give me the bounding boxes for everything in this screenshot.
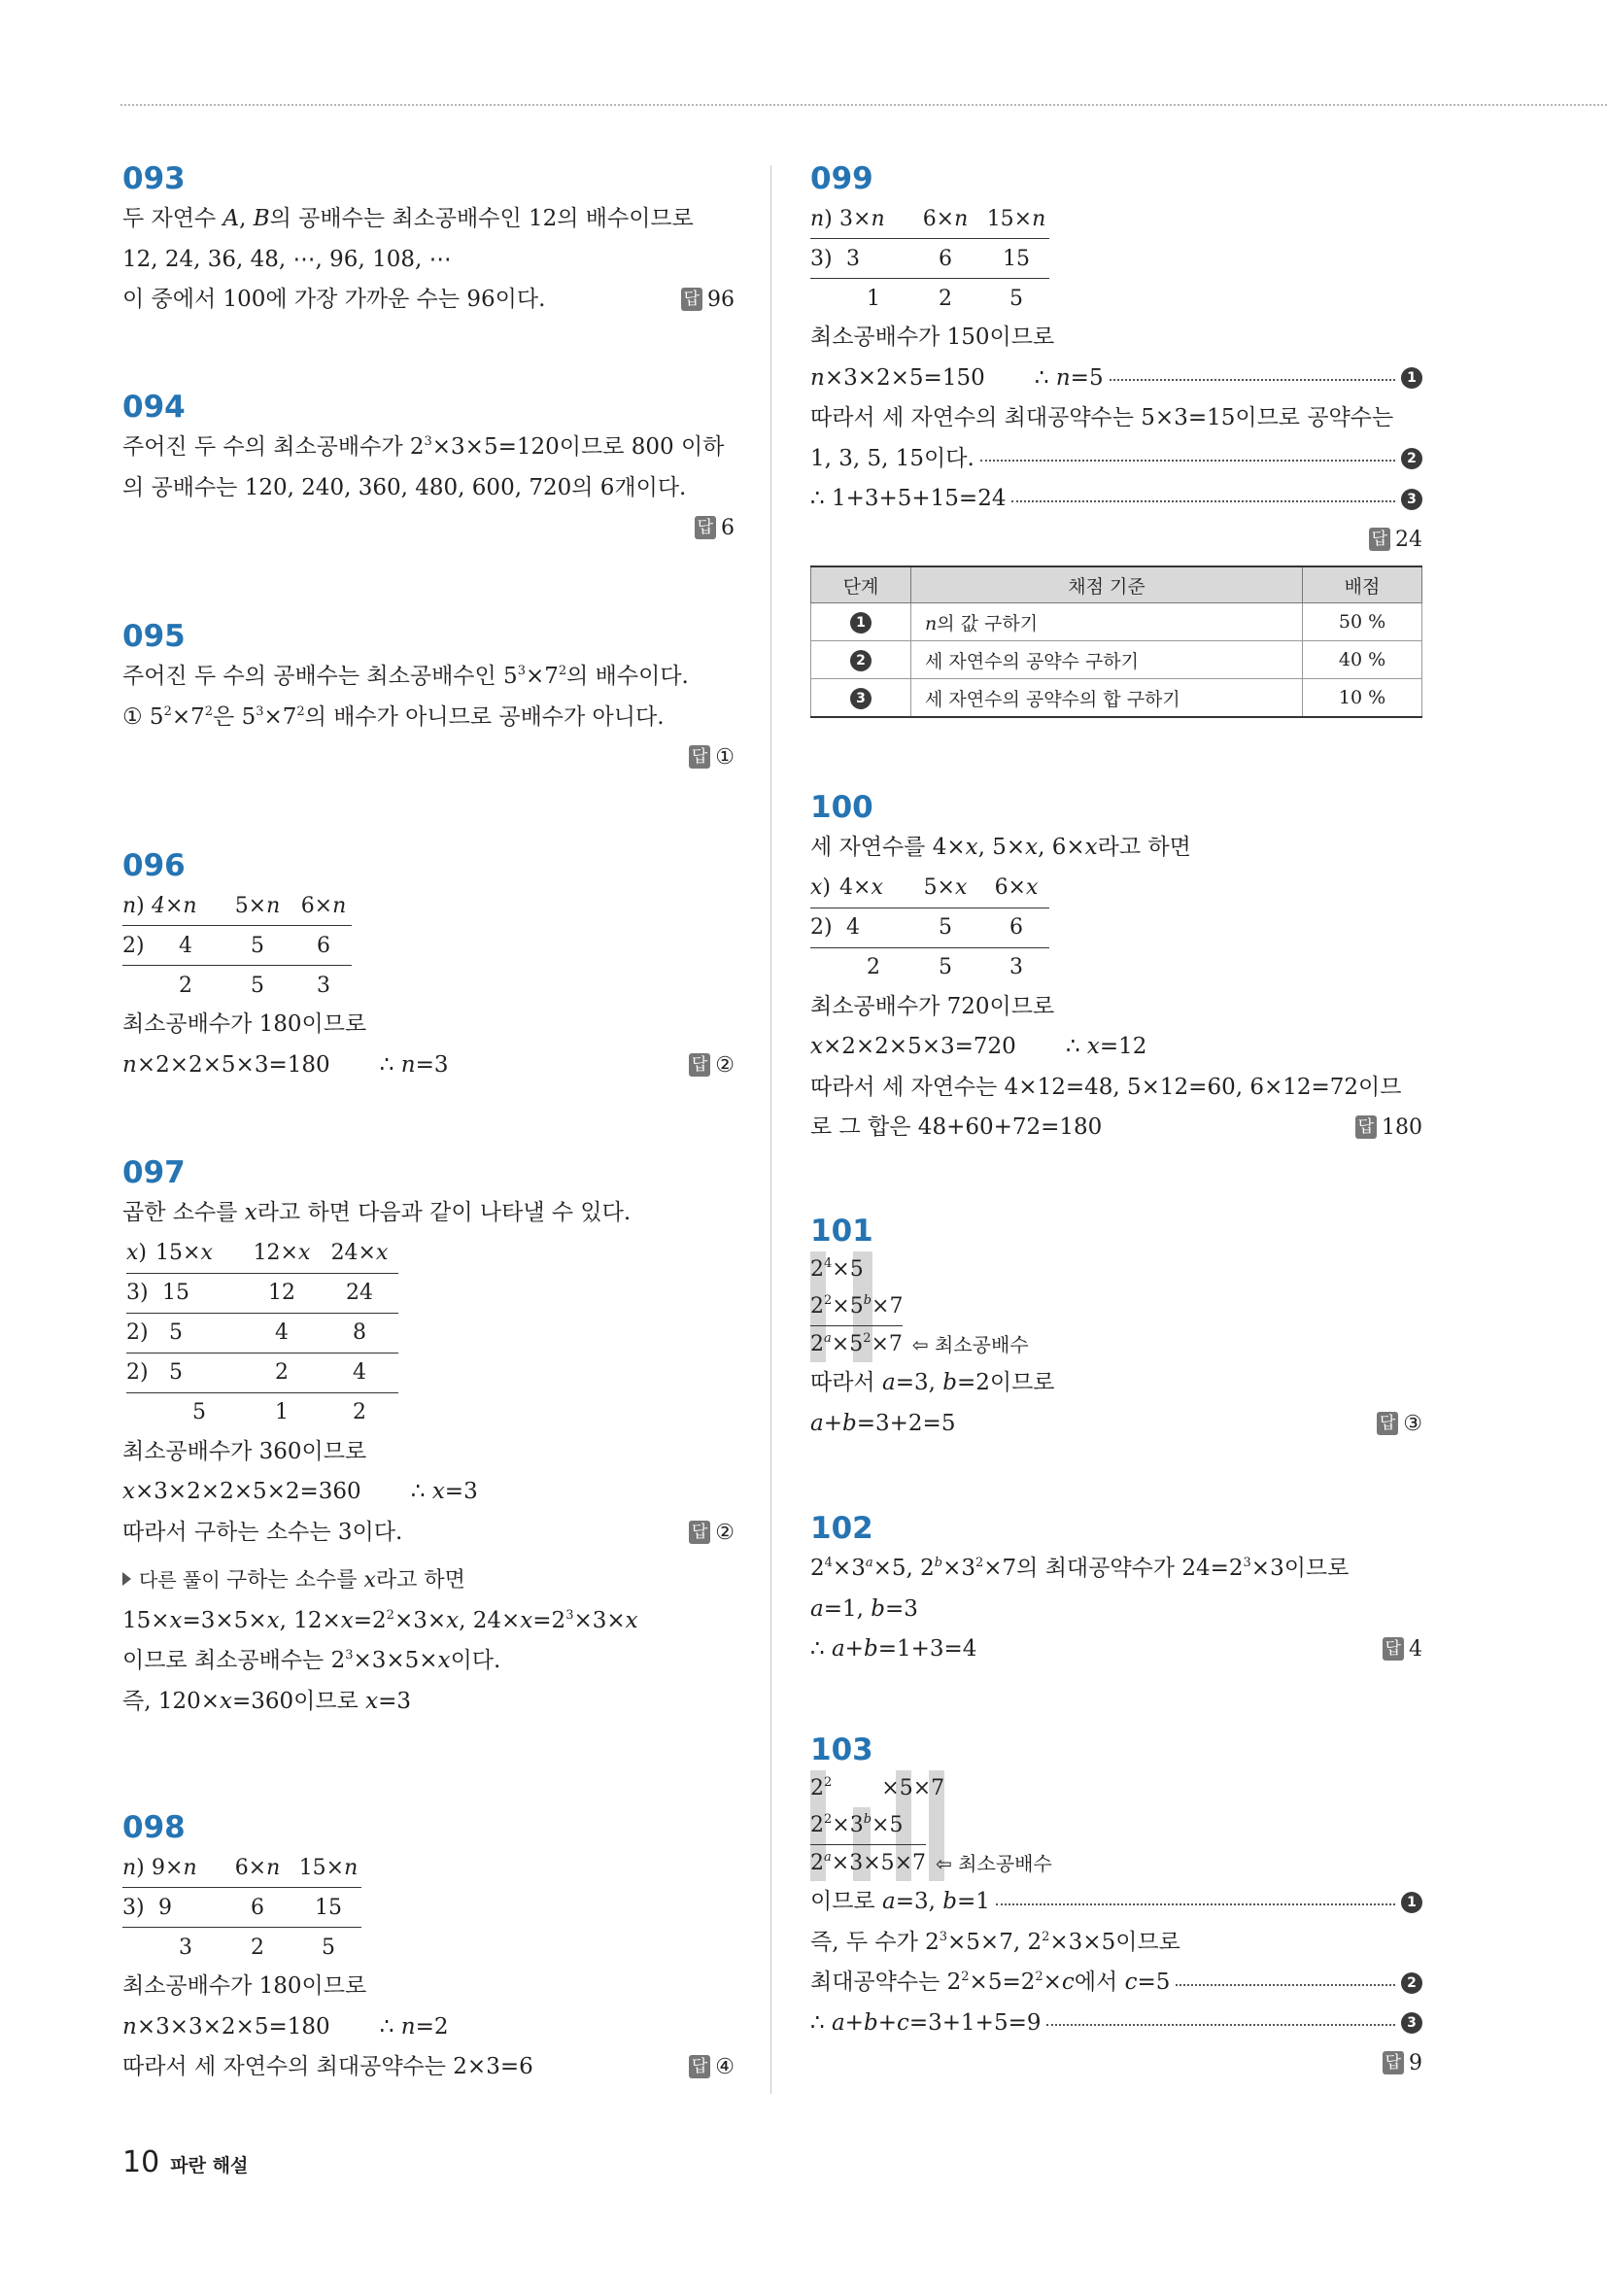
solution-line: 따라서 세 자연수의 최대공약수는 5×3=15이므로 공약수는 xyxy=(810,405,1394,430)
score-cell: 50 % xyxy=(1303,603,1422,641)
answer: 답 24 xyxy=(810,520,1422,561)
solution-line: ∴ a+b=1+3=4 답 4 xyxy=(810,1629,1422,1670)
problem-098 xyxy=(122,1809,735,2088)
page-label: 파란 해설 xyxy=(170,2155,249,2176)
problem-number: 099 xyxy=(810,161,873,196)
score-cell: 10 % xyxy=(1303,679,1422,718)
top-dotted-rule xyxy=(120,104,1607,106)
step-marker: 2 xyxy=(1401,1972,1422,1994)
answer-badge: 답 xyxy=(689,2055,710,2078)
problem-096 xyxy=(122,847,735,1085)
solution-line: 최소공배수가 180이므로 xyxy=(122,1011,367,1037)
column-divider xyxy=(770,165,771,2094)
solution-line: 최소공배수가 720이므로 xyxy=(810,993,1055,1019)
table-header: 단계 xyxy=(811,566,911,603)
scored-line-2: 1, 3, 5, 15이다. 2 xyxy=(810,439,1422,480)
grading-table xyxy=(810,565,1422,718)
solution-line: 따라서 a=3, b=2이므로 xyxy=(810,1370,1055,1395)
problem-number: 103 xyxy=(810,1732,873,1767)
answer: 답 ④ xyxy=(689,2047,735,2088)
solution-line: n×2×2×5×3=180 ∴ n=3 답 ② xyxy=(122,1045,735,1086)
solution-line: 이 중에서 100에 가장 가까운 수는 96이다. 답 96 xyxy=(122,280,735,321)
solution-line: 이므로 최소공배수는 $2^3\times 3\times 5\times x$이다. xyxy=(122,1648,501,1673)
problem-number: 102 xyxy=(810,1511,873,1546)
problem-number: 093 xyxy=(122,161,186,196)
solution-line: 최소공배수가 180이므로 xyxy=(122,1973,367,1999)
solution-line: 의 공배수는 120, 240, 360, 480, 600, 720의 6개이다. xyxy=(122,474,687,500)
problem-099 xyxy=(810,160,1422,718)
problem-095 xyxy=(122,618,735,778)
factor-line: $2^a\times 3\times 5\times 7$ ⇦ 최소공배수 xyxy=(810,1844,1422,1882)
solution-line: 따라서 세 자연수는 4×12=48, 5×12=60, 6×12=72이므 xyxy=(810,1074,1402,1100)
step-marker: 2 xyxy=(850,650,872,671)
scored-line-2: 최대공약수는 $2^2\times 5=2^2\times c$에서 c=5 2 xyxy=(810,1963,1422,2004)
answer: 답 4 xyxy=(1383,1629,1422,1670)
step-marker: 3 xyxy=(1401,2012,1422,2034)
alt-solution-heading: 다른 풀이 구하는 소수를 x라고 하면 xyxy=(122,1560,735,1601)
scored-line-1: 이므로 a=3, b=1 1 xyxy=(810,1882,1422,1923)
problem-101 xyxy=(810,1213,1422,1444)
step-marker: 1 xyxy=(1401,1892,1422,1913)
answer-badge: 답 xyxy=(1355,1115,1377,1139)
answer-badge: 답 xyxy=(1377,1412,1398,1435)
answer: 답 96 xyxy=(681,280,735,321)
answer-badge: 답 xyxy=(689,745,710,769)
problem-number: 097 xyxy=(122,1155,186,1190)
table-header: 채점 기준 xyxy=(911,566,1303,603)
step-marker: 3 xyxy=(850,688,872,709)
table-header: 배점 xyxy=(1303,566,1422,603)
solution-line: $2^4\times 3^a\times 5$, $2^b\times 3^2\times 7$의 최대공약수가 $24=2^3\times 3$이므로 xyxy=(810,1556,1350,1581)
problem-number: 094 xyxy=(122,390,186,425)
answer: 답 ③ xyxy=(1377,1404,1422,1445)
answer: 답 ② xyxy=(689,1513,735,1554)
answer-badge: 답 xyxy=(695,516,716,539)
answer: 답 6 xyxy=(122,508,735,549)
solution-line: 따라서 구하는 소수는 3이다. 답 ② xyxy=(122,1513,735,1554)
division-ladder: n) 9×n 6×n 15×n 3) 9 6 15 3 2 5 xyxy=(122,1848,361,1967)
problem-097 xyxy=(122,1154,735,1722)
solution-line: x×2×2×5×3=720 ∴ x=12 xyxy=(810,1034,1147,1059)
step-marker: 2 xyxy=(1401,448,1422,469)
score-cell: 40 % xyxy=(1303,641,1422,679)
answer: 답 ① xyxy=(122,737,735,778)
solution-line: ① $5^2\times 7^2$은 $5^3\times 7^2$의 배수가 아니므로 공배수가 아니다. xyxy=(122,703,665,730)
scored-line-1: n×3×2×5=150 ∴ n=5 1 xyxy=(810,359,1422,399)
table-row xyxy=(811,603,1422,641)
problem-number: 095 xyxy=(122,619,186,654)
answer-badge: 답 xyxy=(1369,528,1390,551)
problem-number: 100 xyxy=(810,790,873,825)
step-marker: 1 xyxy=(850,612,872,634)
problem-103 xyxy=(810,1731,1422,2084)
division-ladder: x) 15×x 12×x 24×x 3) 15 12 24 2) 5 4 8 2) 5 2 4 5 1 2 xyxy=(126,1234,398,1432)
solution-line: 곱한 소수를 x라고 하면 다음과 같이 나타낼 수 있다. xyxy=(122,1200,632,1225)
factorization-block xyxy=(810,1770,1422,1882)
answer: 답 9 xyxy=(810,2043,1422,2084)
table-row xyxy=(811,641,1422,679)
problem-094 xyxy=(122,389,735,549)
division-ladder: n) 4×n 5×n 6×n 2) 4 5 6 2 5 3 xyxy=(122,886,352,1005)
answer: 답 ② xyxy=(689,1045,735,1086)
solution-line: 즉, 120×x=360이므로 x=3 xyxy=(122,1688,412,1714)
scored-line-3: ∴ a+b+c=3+1+5=9 3 xyxy=(810,2004,1422,2044)
table-row xyxy=(811,679,1422,718)
chevron-right-icon xyxy=(122,1572,131,1586)
solution-line: 최소공배수가 360이므로 xyxy=(122,1438,367,1464)
criteria-cell: n의 값 구하기 xyxy=(911,603,1303,641)
division-ladder: n) 3×n 6×n 15×n 3) 3 6 15 1 2 5 xyxy=(810,199,1049,318)
solution-line: 즉, 두 수가 $2^3\times 5\times 7$, $2^2\times 3\times 5$이므로 xyxy=(810,1929,1180,1955)
solution-line: 12, 24, 36, 48, ⋯, 96, 108, ⋯ xyxy=(122,246,452,272)
factor-line: $2^2\times 5^b\times 7$ xyxy=(810,1293,904,1319)
solution-line: 로 그 합은 48+60+72=180 답 180 xyxy=(810,1108,1422,1148)
solution-line: 15×x=3×5×x, $12\times x=2^2\times 3\times x$, $24\times x=2^3\times 3\times x$ xyxy=(122,1607,638,1633)
solution-line: 주어진 두 수의 최소공배수가 $2^3\times 3\times 5=120$이므로 800 이하 xyxy=(122,434,725,460)
answer-badge: 답 xyxy=(1383,2051,1404,2074)
answer-badge: 답 xyxy=(689,1053,710,1077)
problem-102 xyxy=(810,1510,1422,1670)
page-footer xyxy=(122,2145,248,2179)
problem-093 xyxy=(122,160,735,321)
solution-line: 최소공배수가 150이므로 xyxy=(810,325,1055,350)
problem-100 xyxy=(810,789,1422,1148)
criteria-cell: 세 자연수의 공약수 구하기 xyxy=(911,641,1303,679)
solution-line: 세 자연수를 4×x, 5×x, 6×x라고 하면 xyxy=(810,835,1191,860)
answer-badge: 답 xyxy=(1383,1637,1404,1661)
solution-line: n×3×3×2×5=180 ∴ n=2 xyxy=(122,2013,449,2039)
factor-line: $2^2\times 3^b\times 5$ xyxy=(810,1812,904,1837)
solution-line: x×3×2×2×5×2=360 ∴ x=3 xyxy=(122,1479,478,1504)
step-marker: 3 xyxy=(1401,489,1422,510)
answer-badge: 답 xyxy=(681,288,702,311)
answer-badge: 답 xyxy=(689,1521,710,1544)
answer: 답 180 xyxy=(1355,1108,1422,1148)
problem-number: 101 xyxy=(810,1214,873,1249)
problem-number: 096 xyxy=(122,848,186,883)
step-marker: 1 xyxy=(1401,367,1422,389)
factor-line: $2^a\times 5^2\times 7$ ⇦ 최소공배수 xyxy=(810,1325,1422,1363)
factorization-block xyxy=(810,1251,1422,1363)
criteria-cell: 세 자연수의 공약수의 합 구하기 xyxy=(911,679,1303,718)
solution-line: 따라서 세 자연수의 최대공약수는 2×3=6 답 ④ xyxy=(122,2047,735,2088)
solution-line: a+b=3+2=5 답 ③ xyxy=(810,1404,1422,1445)
solution-line: a=1, b=3 xyxy=(810,1595,918,1622)
solution-line: 두 자연수 A, B의 공배수는 최소공배수인 12의 배수이므로 xyxy=(122,206,694,231)
problem-number: 098 xyxy=(122,1810,186,1845)
factor-line: $2^2 \times 5\times 7$ xyxy=(810,1775,945,1800)
factor-line: $2^4\times 5$ xyxy=(810,1256,864,1282)
page-number: 10 xyxy=(122,2145,160,2179)
division-ladder: x) 4×x 5×x 6×x 2) 4 5 6 2 5 3 xyxy=(810,869,1049,987)
solution-line: 주어진 두 수의 공배수는 최소공배수인 $5^3\times 7^2$의 배수이다. xyxy=(122,664,689,689)
scored-line-3: ∴ 1+3+5+15=24 3 xyxy=(810,479,1422,520)
